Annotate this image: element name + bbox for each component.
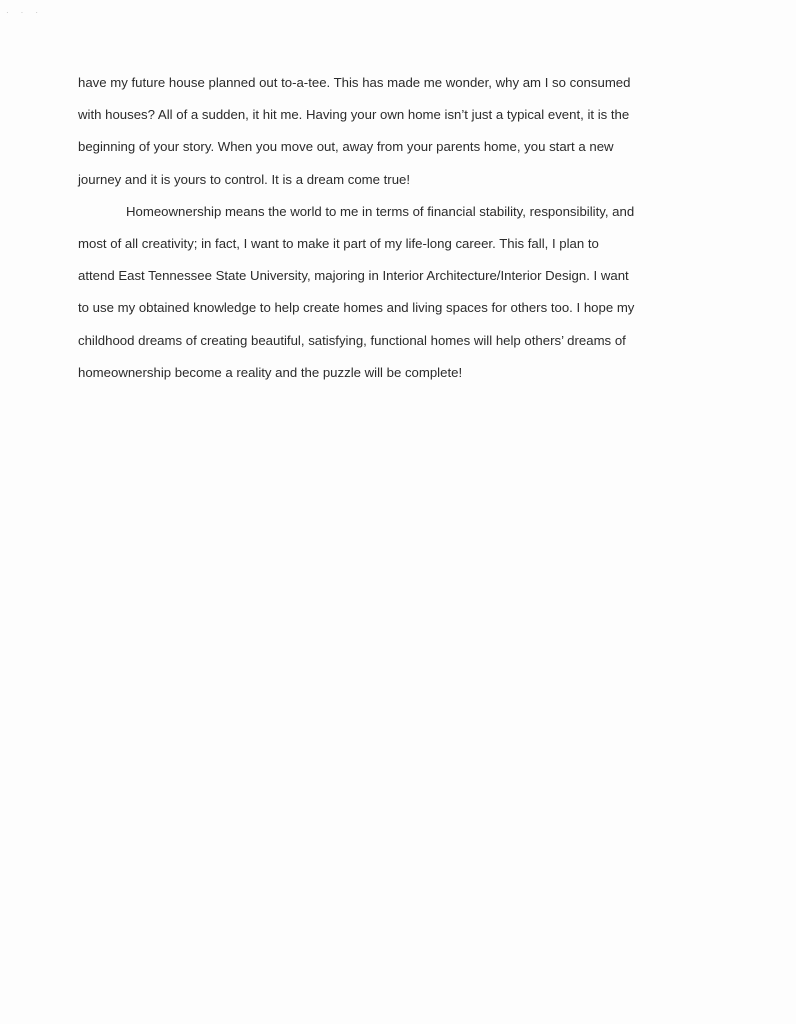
scan-artifact-marks: ··· [6,8,50,17]
text-line: childhood dreams of creating beautiful, satisfying, functional homes will help others’ dreams of [78,332,626,348]
paragraph-1 [78,74,718,189]
text-line: attend East Tennessee State University, majoring in Interior Architecture/Interior Design. I want [78,268,629,284]
text-line: with houses? All of a sudden, it hit me. Having your own home isn’t just a typical event, it is the [78,107,630,123]
text-line: journey and it is yours to control. It is a dream come true! [78,171,411,187]
paragraph-2 [78,203,718,382]
text-line: to use my obtained knowledge to help create homes and living spaces for others too. I hope my [78,300,635,316]
essay-body [78,74,718,396]
text-line: homeownership become a reality and the puzzle will be complete! [78,364,463,380]
text-line: have my future house planned out to-a-tee. This has made me wonder, why am I so consumed [78,75,631,90]
text-line: beginning of your story. When you move out, away from your parents home, you start a new [78,139,614,155]
text-line: most of all creativity; in fact, I want to make it part of my life-long career. This fall, I plan to [78,235,599,251]
text-line-indented: Homeownership means the world to me in terms of financial stability, responsibility, and [126,203,635,219]
